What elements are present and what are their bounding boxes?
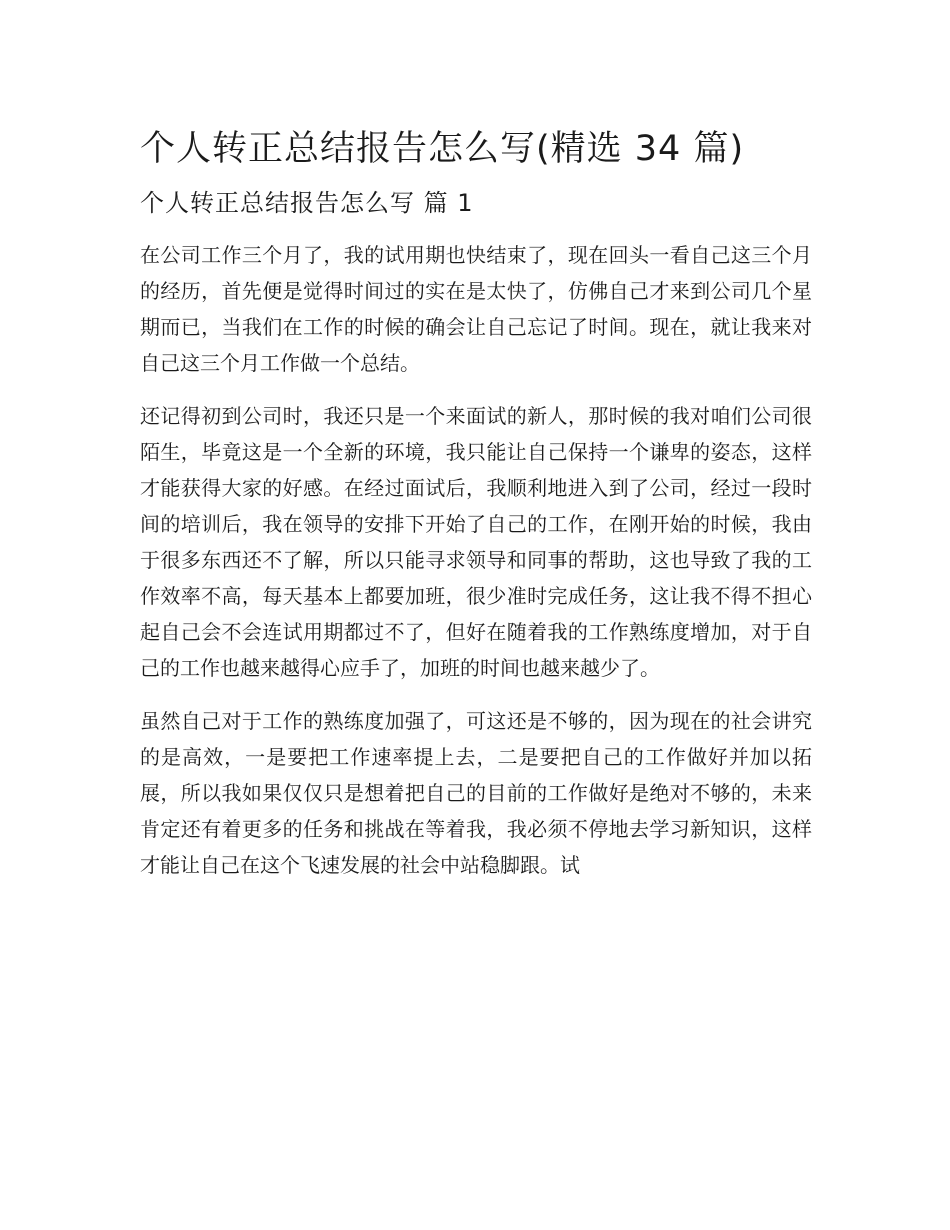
document-body: [140, 122, 812, 883]
paragraph-3: 虽然自己对于工作的熟练度加强了，可这还是不够的，因为现在的社会讲究的是高效，一是要把工作速率提上去，二是要把自己的工作做好并加以拓展，所以我如果仅仅只是想着把自己的目前的工作做好是绝对不够的，未来肯定还有着更多的任务和挑战在等着我，我必须不停地去学习新知识，这样才能让自己在这个飞速发展的社会中站稳脚跟。试: [140, 709, 812, 877]
paragraph-1: 在公司工作三个月了，我的试用期也快结束了，现在回头一看自己这三个月的经历，首先便是觉得时间过的实在是太快了，仿佛自己才来到公司几个星期而已，当我们在工作的时候的确会让自己忘记了时间。现在，就让我来对自己这三个月工作做一个总结。: [140, 243, 812, 375]
document-title: 个人转正总结报告怎么写(精选 34 篇): [140, 129, 745, 169]
paragraph-2: 还记得初到公司时，我还只是一个来面试的新人，那时候的我对咱们公司很陌生，毕竟这是一个全新的环境，我只能让自己保持一个谦卑的姿态，这样才能获得大家的好感。在经过面试后，我顺利地进入到了公司，经过一段时间的培训后，我在领导的安排下开始了自己的工作，在刚开始的时候，我由于很多东西还不了解，所以只能寻求领导和同事的帮助，这也导致了我的工作效率不高，每天基本上都要加班，很少准时完成任务，这让我不得不担心起自己会不会连试用期都过不了，但好在随着我的工作熟练度增加，对于自己的工作也越来越得心应手了，加班的时间也越来越少了。: [140, 404, 812, 680]
section-heading: 个人转正总结报告怎么写 篇 1: [140, 189, 474, 217]
